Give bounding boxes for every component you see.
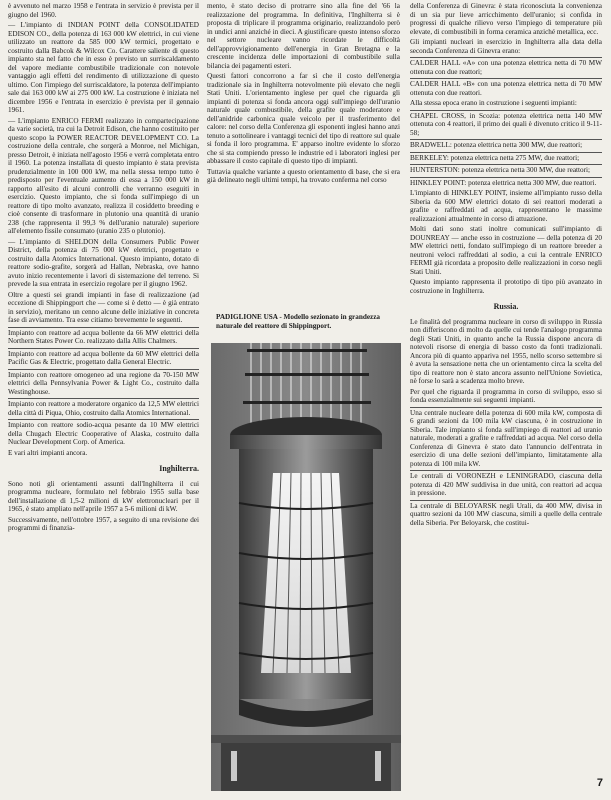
paragraph: Successivamente, nell'ottobre 1957, a seguito di una revisione dei programmi di finanzia- xyxy=(8,515,199,532)
paragraph: — L'impianto di INDIAN POINT della CONSOLIDATED EDISON CO., della potenza di 163 000 kW elettrici, in cui viene utilizzato un reattore da 585 000 kW termici, progettato e costruito dalla Babcok & Wilcox Co. Carattere saliente di questo impianto sta nel fatto che in esso è previsto un surriscaldamento del vapore mediante combustibile tradizionale con notevole vantaggio agli effetti del rendimento di utilizzazione di questo ultimo. Con l'impiego del surriscaldatore, la potenza dell'impianto sale dai 163 000 kW ai 275 000 kW. La costruzione è iniziata nel dicembre 1956 e l'entrata in esercizio è prevista per il gennaio 1961. xyxy=(8,21,199,114)
list-item: Impianto con reattore a moderatore organico da 12,5 MW elettrici della città di Piqua, Ohio, costruito dalla Atomics International. xyxy=(8,400,199,417)
list-item: BERKELEY: potenza elettrica netta 275 MW, due reattori; xyxy=(410,152,602,163)
paragraph: Tuttavia qualche variante a questo orientamento di base, che si era già delineato negli ultimi tempi, ha trovato conferma nel corso xyxy=(207,167,400,184)
list-item: HINKLEY POINT: potenza elettrica netta 300 MW, due reattori. xyxy=(410,177,602,188)
section-heading-england: Inghilterra. xyxy=(159,464,199,473)
list-item: CALDER HALL «B» con una potenza elettrica netta di 70 MW ottenuta con due reattori. xyxy=(410,80,602,97)
paragraph: E vari altri impianti ancora. xyxy=(8,448,88,457)
paragraph: Alla stessa epoca erano in costruzione i seguenti impianti: xyxy=(410,99,577,107)
reactor-photo xyxy=(211,343,401,791)
paragraph: — L'impianto ENRICO FERMI realizzato in compartecipazione da varie società, tra cui la Detroit Edison, che hanno costituito per questo scopo la POWER REACTOR DEVELOPMENT CO. La costruzione della centrale, che sorgerà a Monroe, nel Michigan, presso Detroit, è iniziata nell'agosto 1956 e verrà completata entro il 1960. La potenza installata di questo impianto è stata prevista prudenzialmente in 100 000 kW, ma nella stessa tempo tutto è predisposto per l'eventuale aumento di essa a 150 000 kW in rapporto all'esito di alcuni controlli che verranno eseguiti in esercizio. Questo impianto, che si fonda sull'impiego di un reattore di tipo molto avanzato, realizza il cosiddetto breeding e cioè consente di trasformare in plutonio una quantità di uranio 238 (che rappresenta il 99,3 % dell'uranio naturale) superiore all'elemento fissile consumato (uranio 235 o plutonio). xyxy=(8,116,199,235)
list-item: HUNTERSTON: potenza elettrica netta 300 MW, due reattori; xyxy=(410,164,602,175)
paragraph: L'impianto di HINKLEY POINT, insieme all'impianto russo della Siberia da 600 MW elettrici dotato di sei reattori moderati a grafite e raffreddati ad acqua, rappresentano le massime realizzazioni attualmente in corso di attuazione. xyxy=(410,189,602,223)
list-item: Impianto con reattore ad acqua bollente da 60 MW elettrici della Pacific Gas & Electric, progettato dalla General Electric. xyxy=(8,349,199,366)
paragraph: Questi fattori concorrono a far sì che il costo dell'energia tradizionale sia in Inghilterra notevolmente più elevato che negli Stati Uniti. L'orientamento inglese per quel che riguarda gli impianti di potenza si fonda ancora oggi sull'impiego dell'uranio naturale quale combustibile, della grafite quale moderatore e dell'anidride carbonica quale veicolo per il trasferimento del calore: nel corso della Conferenza gli esponenti inglesi hanno anzi tenuto a sottolineare i vantaggi tecnici del tipo di reattore sul quale si fonda il loro programma. E' apparso inoltre evidente lo sforzo che si sta compiendo presso le industrie ed i laboratori inglesi per abbassare il costo capitale di questo tipo di impianti. xyxy=(207,72,400,165)
paragraph: Oltre a questi sei grandi impianti in fase di realizzazione (ad eccezione di Shippingport che — come si è detto — è già entrato in servizio), meritano un cenno alcune delle iniziative in concreta fase di avviamento. Tra esse citiamo brevemente le seguenti. xyxy=(8,290,199,324)
list-item: BRADWELL: potenza elettrica netta 300 MW, due reattori; xyxy=(410,139,602,150)
paragraph: Questo impianto rappresenta il prototipo di tipo più avanzato in costruzione in Inghilterra. xyxy=(410,278,602,295)
list-item: CHAPEL CROSS, in Scozia: potenza elettrica netta 140 MW ottenuta con 4 reattori, il primo dei quali è divenuto critico il 9-11-58; xyxy=(410,111,602,137)
paragraph: Gli impianti nucleari in esercizio in Inghilterra alla data della seconda Conferenza di Ginevra erano: xyxy=(410,38,602,55)
paragraph: della Conferenza di Ginevra: è stata riconosciuta la convenienza di un sia pur lieve arricchimento dell'uranio; si confida in progressi di qualche rilievo verso l'impiego di temperature più elevate, di combustibili in forma ceramica anziché metallica, ecc. xyxy=(410,2,602,36)
column-right xyxy=(410,2,602,794)
list-item: La centrale di BELOYARSK negli Urali, da 400 MW, divisa in quattro sezioni da 100 MW ciascuna, simili a quelle della centrale della Siberia. Per Beloyarsk, che costitui- xyxy=(410,501,602,527)
page-number: 7 xyxy=(596,777,603,789)
list-item: Una centrale nucleare della potenza di 600 mila kW, composta di 6 grandi sezioni da 100 mila kW ciascuna, è in costruzione in Siberia. Tale impianto si fonda sull'impiego di reattori ad uranio naturale, moderati a grafite e raffreddati ad acqua. Nel corso della Conferenza di Ginevra è stato dato l'annuncio dell'entrata in esercizio di una delle sezioni dell'impianto, limitatamente alla potenza di 100 mila kW. xyxy=(410,408,602,468)
list-item: CALDER HALL «A» con una potenza elettrica netta di 70 MW ottenuta con due reattori; xyxy=(410,59,602,76)
paragraph: Molti dati sono stati inoltre comunicati sull'impianto di DOUNREAY — anche esso in costruzione — della potenza di 20 MW elettrici netti, fondato sull'impiego di un reattore breeder a neutroni veloci raffreddati al sodio, a cui la centrale ENRICO FERMI già ricordata a proposito delle realizzazioni in corso negli Stati Uniti. xyxy=(410,225,602,276)
paragraph: Sono noti gli orientamenti assunti dall'Inghilterra il cui programma nucleare, formulato nel febbraio 1955 sulla base dell'installazione di 1,5-2 milioni di kW elettronucleari per il 1965, è stato ampliato nell'aprile 1957 a 5-6 milioni di kW. xyxy=(8,479,199,513)
list-item: Impianto con reattore sodio-acqua pesante da 10 MW elettrici della Chugach Electric Cooperative of Alaska, costruito dalla Nuclear Development Corp. of America. xyxy=(8,421,199,446)
paragraph: è avvenuto nel marzo 1958 e l'entrata in servizio è prevista per il giugno del 1960. xyxy=(8,2,199,19)
column-left xyxy=(8,2,199,794)
paragraph: Per quel che riguarda il programma in corso di sviluppo, esso si fonda essenzialmente sui seguenti impianti. xyxy=(410,387,602,404)
photo-caption: PADIGLIONE USA - Modello sezionato in grandezza naturale del reattore di Shippingport. xyxy=(216,313,380,330)
paragraph: mento, è stato deciso di protrarre sino alla fine del '66 la realizzazione del programma. In definitiva, l'Inghilterra si è proposta di triplicare il programma originario, realizzandolo però in undici anni anziché in dieci. A giustificare questo intenso sforzo nel settore nucleare vanno ricordate le difficoltà dell'approvvigionamento dell'energia in Gran Bretagna e la crescente incidenza delle importazioni di combustibile sulla bilancia dei pagamenti esteri. xyxy=(207,2,400,70)
section-heading-russia: Russia. xyxy=(493,302,519,311)
paragraph: Le finalità del programma nucleare in corso di sviluppo in Russia non differiscono di molto da quelle cui tende l'analogo programma degli Stati Uniti, in quanto anche la Russia dispone ancora di notevoli risorse di energia di basso costo da fonti tradizionali. Ancora più di quanto appariva nel 1955, nello scorso settembre si è avuta la sensazione netta che un orientamento circa la scelta del tipo di reattore non è stato ancora assunto nell'Unione Sovietica, nè forse lo sarà a scadenza molto breve. xyxy=(410,317,602,385)
list-item: Impianto con reattore omogeneo ad una regione da 70-150 MW elettrici della Pennsylvania Power & Light Co., costruito dalla Westinghouse. xyxy=(8,370,199,396)
list-item: Le centrali di VORONEZH e LENINGRADO, ciascuna della potenza di 420 MW suddivisa in due unità, con reattori ad acqua in pressione. xyxy=(410,472,602,497)
paragraph: — L'impianto di SHELDON della Consumers Public Power District, della potenza di 75 000 kW elettrici, progettato e costruito dalla Atomics International. Questo impianto, dotato di reattore sodio-grafite, sorgerà ad Hallan, Nebraska, ove hanno avuto inizio recentemente i lavori di sistemazione del terreno. Si prevede la sua entrata in esercizio regolare per il giugno 1962. xyxy=(8,237,199,288)
column-middle xyxy=(207,2,400,312)
list-item: Impianto con reattore ad acqua bollente da 66 MW elettrici della Northern States Power Co. realizzato dalla Allis Chalmers. xyxy=(8,328,199,345)
